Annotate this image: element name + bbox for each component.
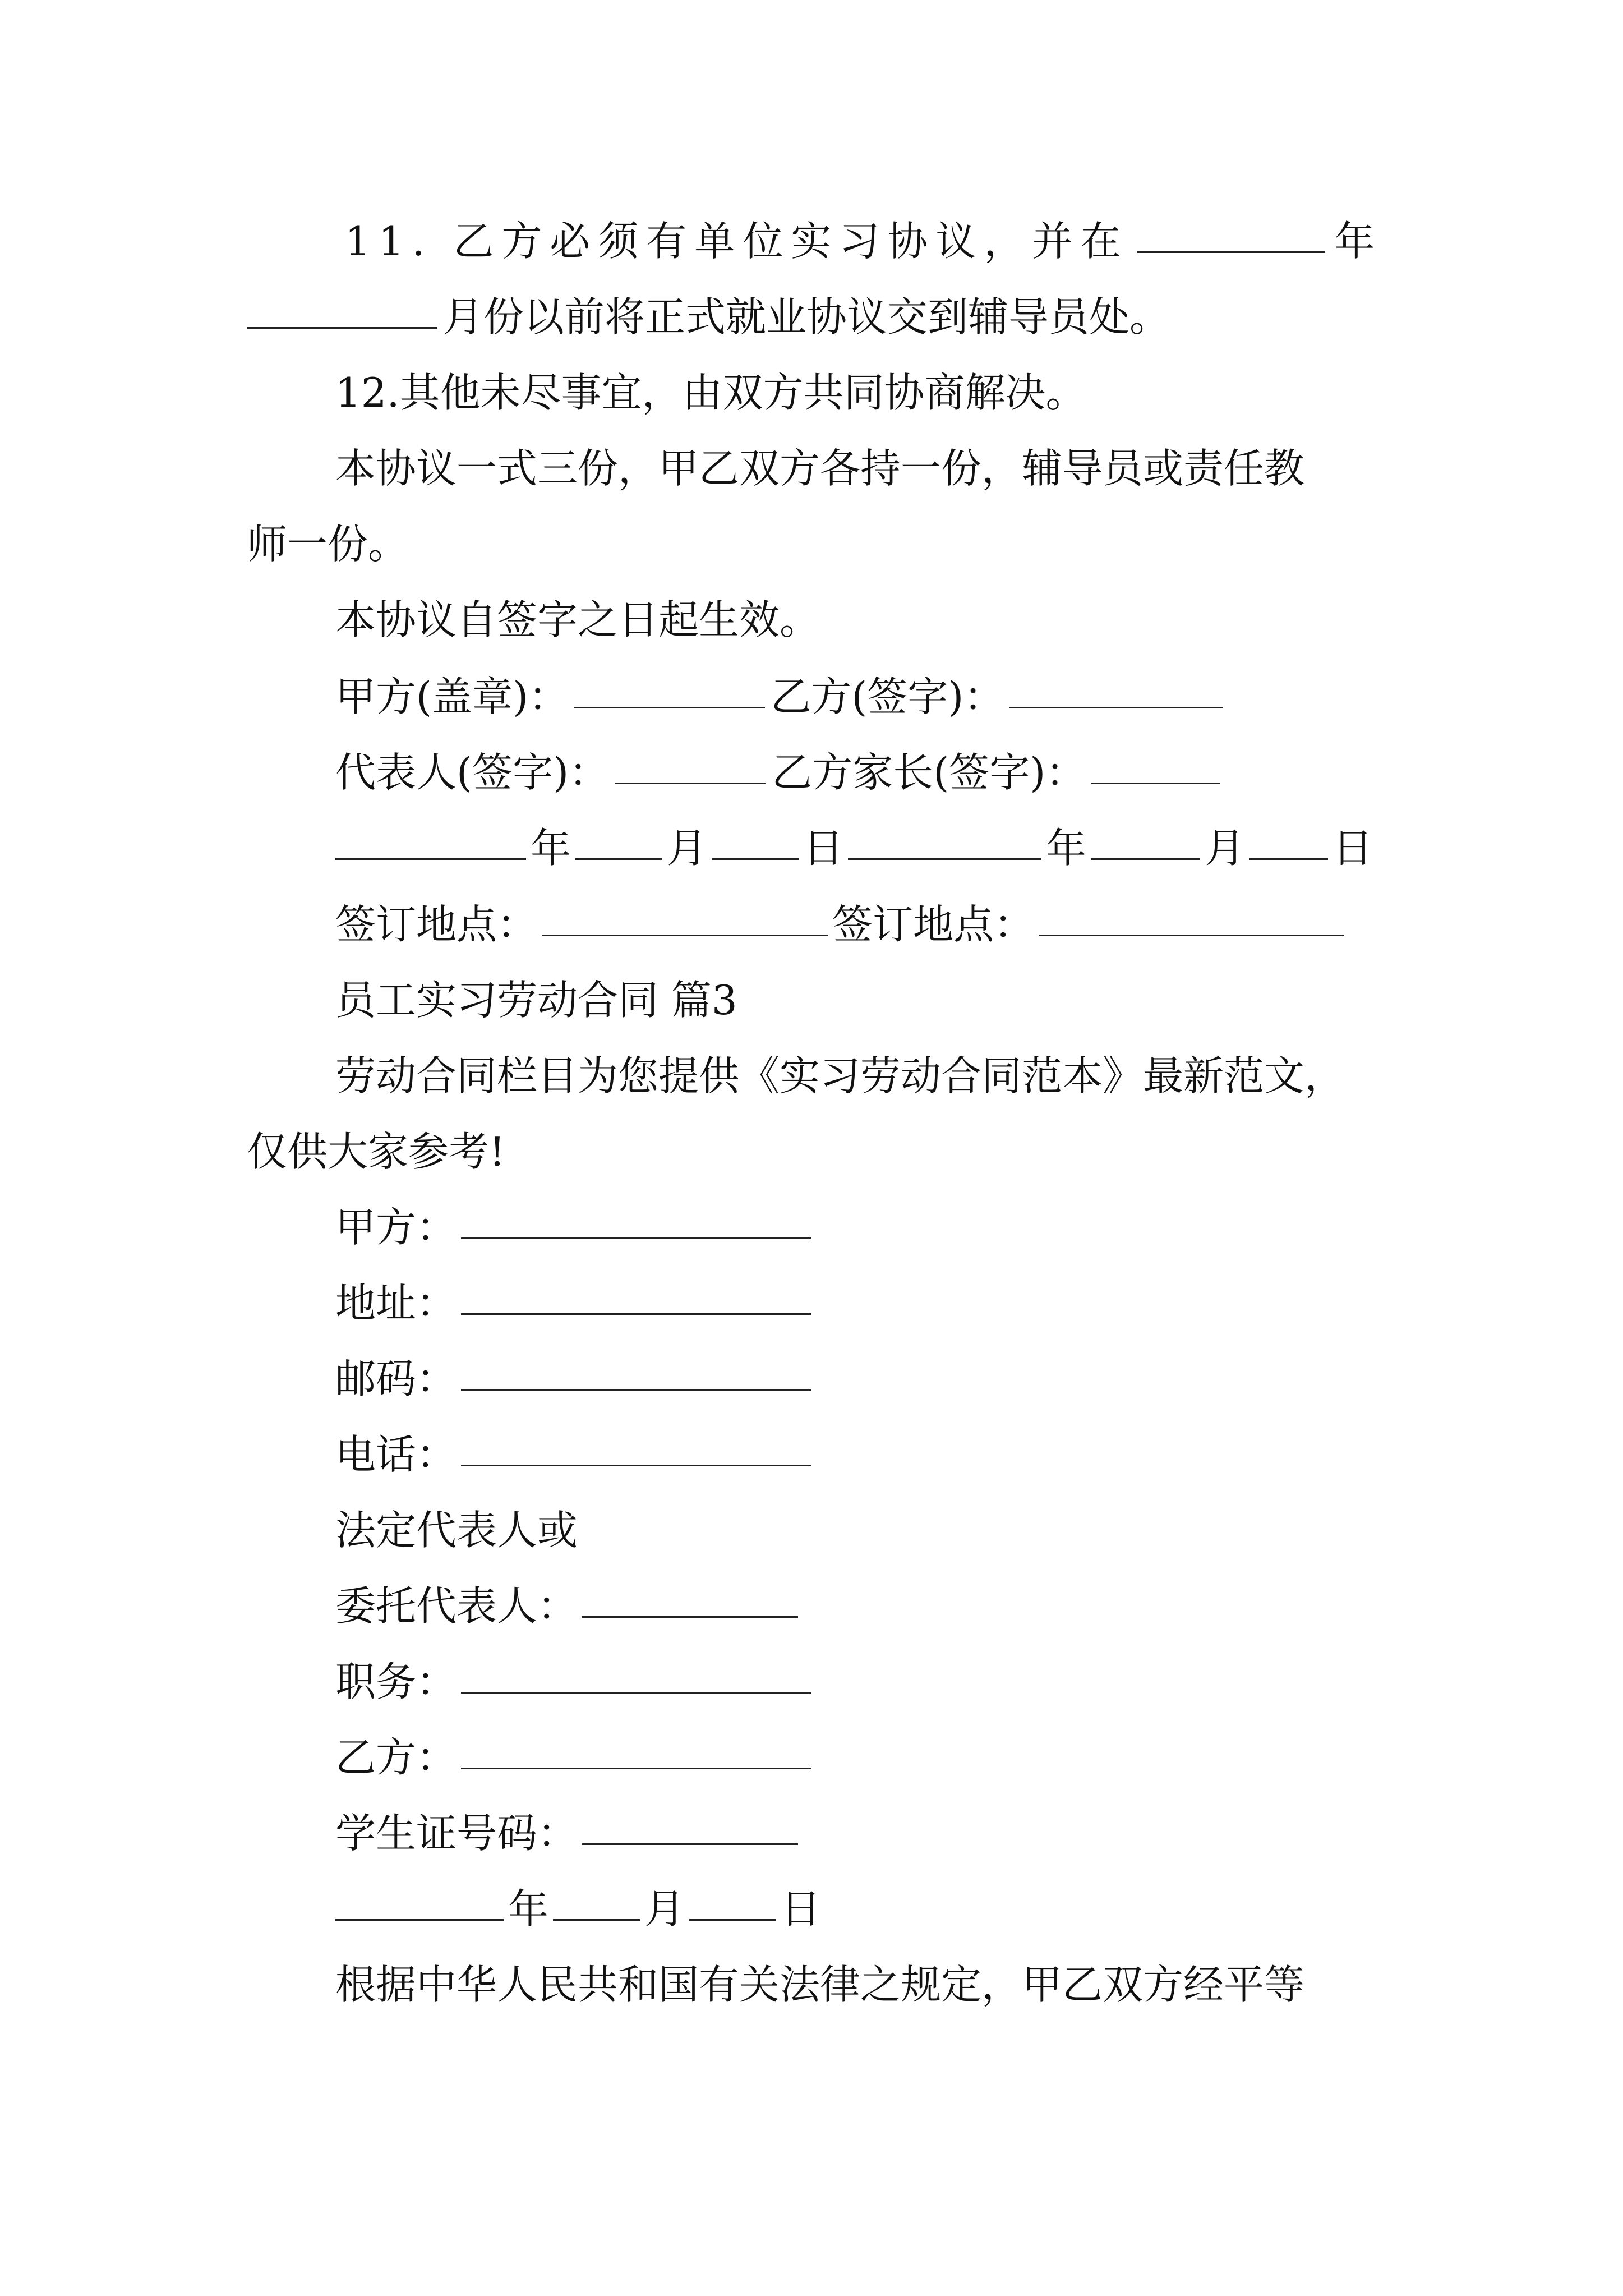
copies-line-2: 师一份。	[247, 521, 409, 568]
field-legal-rep-line-2	[335, 1572, 798, 1640]
party-b-sign-label: 乙方(签字)：	[771, 673, 1004, 720]
place-a-label: 签订地点：	[335, 901, 538, 948]
closing-line: 根据中华人民共和国有关法律之规定，甲乙双方经平等	[335, 1961, 1305, 2008]
form-month-blank	[553, 1875, 640, 1921]
clause-11-line-1	[345, 208, 1382, 275]
phone-blank	[461, 1421, 811, 1466]
parent-sign-blank	[1091, 739, 1220, 784]
date-a-month-blank	[575, 815, 662, 860]
party-b-blank	[461, 1724, 811, 1769]
date-b-day-blank	[1249, 815, 1328, 860]
place-a-blank	[542, 891, 828, 936]
party-a-label: 甲方：	[335, 1204, 457, 1251]
field-postcode	[335, 1345, 811, 1412]
section-title: 员工实习劳动合同 篇3	[335, 977, 737, 1024]
place-b-blank	[1039, 891, 1344, 936]
position-blank	[461, 1648, 811, 1694]
postcode-label: 邮码：	[335, 1355, 457, 1402]
representative-sign-blank	[615, 739, 766, 784]
form-day-blank	[689, 1875, 776, 1921]
party-a-seal-label: 甲方(盖章)：	[335, 673, 569, 720]
date-b-month-blank	[1091, 815, 1200, 860]
party-b-sign-blank	[1009, 663, 1223, 708]
clause-11-year-suffix: 年	[1334, 218, 1383, 265]
form-year-label: 年	[508, 1885, 549, 1932]
legal-rep-label: 委托代表人：	[335, 1582, 578, 1630]
form-year-blank	[335, 1875, 504, 1921]
form-day-label: 日	[781, 1885, 822, 1932]
date-b-year-blank	[848, 815, 1041, 860]
field-student-id	[335, 1800, 798, 1867]
signature-date-row	[335, 815, 1373, 882]
date-a-year-blank	[335, 815, 526, 860]
signature-row-1	[335, 663, 1223, 730]
party-a-blank	[461, 1194, 811, 1239]
copies-line-1: 本协议一式三份，甲乙双方各持一份，辅导员或责任教	[335, 445, 1305, 492]
signature-place-row	[335, 891, 1344, 958]
date-b-year-label: 年	[1046, 825, 1087, 872]
field-party-b	[335, 1724, 811, 1791]
signature-row-2	[335, 739, 1220, 806]
phone-label: 电话：	[335, 1431, 457, 1478]
clause-11-text-2: 月份以前将正式就业协议交到辅导员处。	[443, 293, 1170, 341]
intro-line-2: 仅供大家参考!	[247, 1128, 505, 1175]
field-party-a	[335, 1194, 811, 1261]
clause-11-month-blank	[247, 283, 437, 329]
date-b-month-label: 月	[1205, 825, 1246, 872]
place-b-label: 签订地点：	[832, 901, 1035, 948]
party-b-label: 乙方：	[335, 1734, 457, 1781]
field-address	[335, 1269, 811, 1337]
clause-12: 12.其他未尽事宜，由双方共同协商解决。	[335, 369, 1086, 416]
date-b-day-label: 日	[1332, 825, 1373, 872]
field-phone	[335, 1421, 811, 1488]
intro-line-1: 劳动合同栏目为您提供《实习劳动合同范本》最新范文，	[335, 1052, 1345, 1099]
clause-11-year-blank	[1137, 208, 1325, 253]
field-legal-rep-line-1: 法定代表人或	[335, 1507, 578, 1554]
legal-rep-blank	[582, 1572, 798, 1618]
address-blank	[461, 1269, 811, 1315]
parent-sign-label: 乙方家长(签字)：	[772, 749, 1086, 796]
student-id-label: 学生证号码：	[335, 1810, 578, 1857]
address-label: 地址：	[335, 1280, 457, 1327]
field-position	[335, 1648, 811, 1715]
clause-11-line-2	[247, 283, 1170, 351]
date-a-year-label: 年	[531, 825, 571, 872]
date-a-day-blank	[712, 815, 799, 860]
date-a-day-label: 日	[803, 825, 844, 872]
party-a-seal-blank	[574, 663, 765, 708]
position-label: 职务：	[335, 1658, 457, 1705]
effective-clause: 本协议自签字之日起生效。	[335, 596, 820, 643]
student-id-blank	[582, 1800, 798, 1845]
form-month-label: 月	[644, 1885, 685, 1932]
representative-sign-label: 代表人(签字)：	[335, 749, 610, 796]
postcode-blank	[461, 1345, 811, 1391]
date-a-month-label: 月	[667, 825, 708, 872]
clause-11-text: 11. 乙方必须有单位实习协议，并在	[345, 218, 1129, 265]
form-date-row	[335, 1875, 821, 1943]
